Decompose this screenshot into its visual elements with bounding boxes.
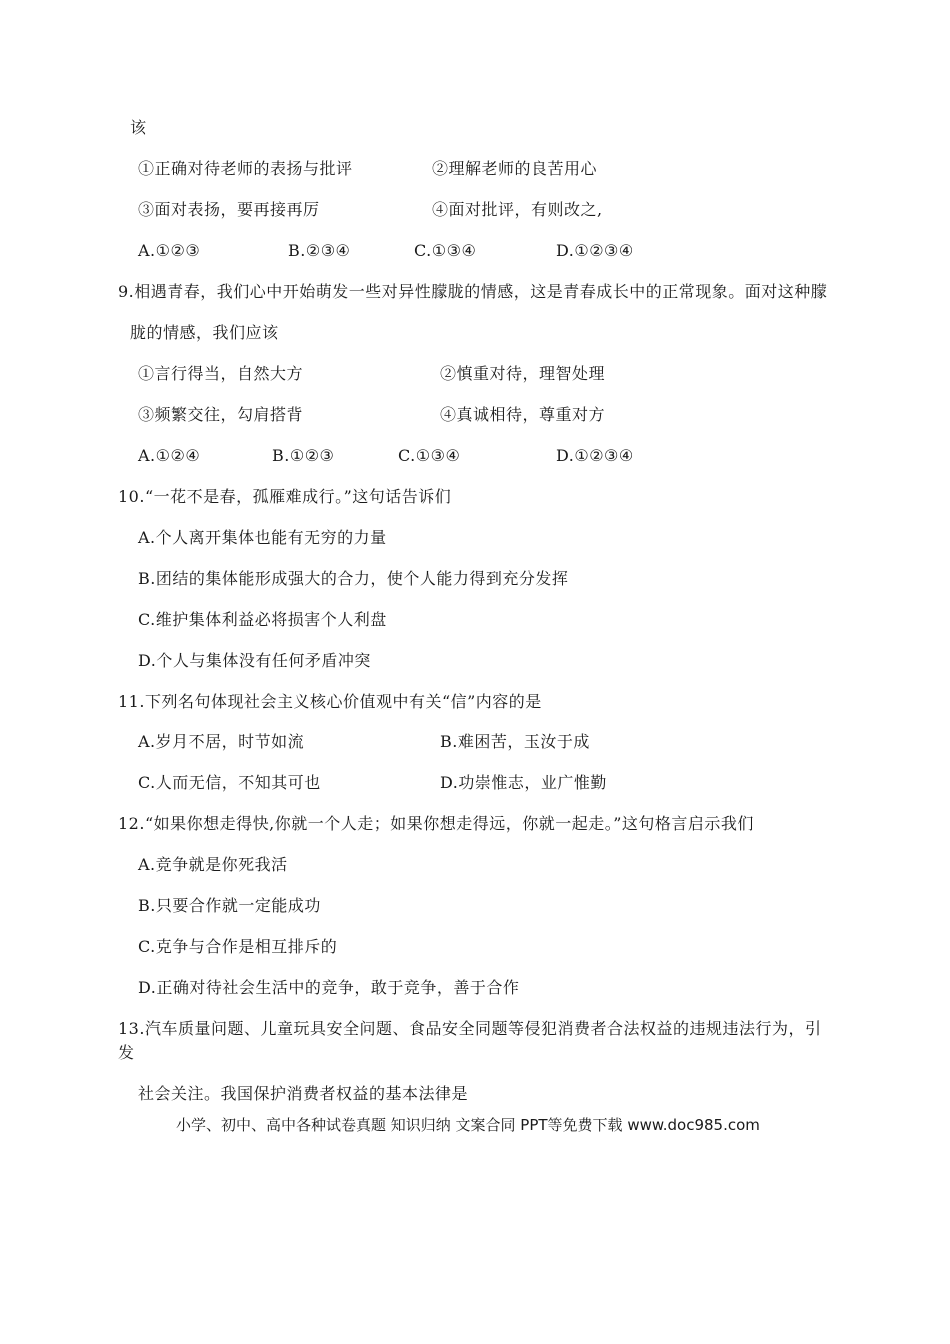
q8-option-2: ②理解老师的良苦用心 xyxy=(432,159,598,178)
q11-choice-c: C.人而无信，不知其可也 xyxy=(138,773,321,792)
q13-stem-line-1: 13.汽车质量问题、儿童玩具安全问题、食品安全同题等侵犯消费者合法权益的违规违法行为，引 xyxy=(118,1019,822,1038)
q9-option-3: ③频繁交往，勾肩搭背 xyxy=(138,405,304,424)
page-footer: 小学、初中、高中各种试卷真题 知识归纳 文案合同 PPT等免费下载 www.doc985.com xyxy=(176,1116,760,1134)
q9-choice-c: C.①③④ xyxy=(398,446,461,465)
q9-stem-line-1: 9.相遇青春，我们心中开始萌发一些对异性朦胧的情感，这是青春成长中的正常现象。面对这种朦 xyxy=(118,282,828,301)
q9-choice-a: A.①②④ xyxy=(138,446,201,465)
q11-choice-d: D.功崇惟志，业广惟勤 xyxy=(440,773,607,792)
q11-choice-a: A.岁月不居，时节如流 xyxy=(138,732,305,751)
q8-option-4: ④面对批评，有则改之, xyxy=(432,200,603,219)
q11-choice-b: B.难困苦，玉汝于成 xyxy=(440,732,590,751)
q8-option-1: ①正确对待老师的表扬与批评 xyxy=(138,159,353,178)
q8-stem-tail: 该 xyxy=(130,118,147,137)
q8-choice-b: B.②③④ xyxy=(288,241,351,260)
q9-option-4: ④真诚相待，尊重对方 xyxy=(440,405,606,424)
q9-stem-line-2: 胧的情感，我们应该 xyxy=(130,323,279,342)
q8-choice-a: A.①②③ xyxy=(138,241,201,260)
q9-option-1: ①言行得当，自然大方 xyxy=(138,364,304,383)
q10-stem: 10.“一花不是春，孤雁难成行。”这句话告诉们 xyxy=(118,487,452,506)
q10-choice-d: D.个人与集体没有任何矛盾冲突 xyxy=(138,651,371,670)
q8-choice-c: C.①③④ xyxy=(414,241,477,260)
q11-stem: 11.下列名句体现社会主义核心价值观中有关“信”内容的是 xyxy=(118,692,542,711)
q12-choice-a: A.竞争就是你死我活 xyxy=(138,855,288,874)
q13-stem-line-2: 发 xyxy=(118,1043,135,1062)
q12-choice-d: D.正确对待社会生活中的竞争，敢于竞争，善于合作 xyxy=(138,978,520,997)
q9-choice-d: D.①②③④ xyxy=(556,446,634,465)
q12-choice-c: C.克争与合作是相互排斥的 xyxy=(138,937,338,956)
q9-option-2: ②慎重对待，理智处理 xyxy=(440,364,606,383)
q12-choice-b: B.只要合作就一定能成功 xyxy=(138,896,321,915)
q8-option-3: ③面对表扬，要再接再厉 xyxy=(138,200,320,219)
q13-stem-line-3: 社会关注。我国保护消费者权益的基本法律是 xyxy=(138,1084,469,1103)
q10-choice-b: B.团结的集体能形成强大的合力，使个人能力得到充分发挥 xyxy=(138,569,569,588)
q12-stem: 12.“如果你想走得快,你就一个人走；如果你想走得远，你就一起走。”这句格言启示我们 xyxy=(118,814,754,833)
q8-choice-d: D.①②③④ xyxy=(556,241,634,260)
q9-choice-b: B.①②③ xyxy=(272,446,335,465)
q10-choice-a: A.个人离开集体也能有无穷的力量 xyxy=(138,528,387,547)
q10-choice-c: C.维护集体利益必将损害个人利盘 xyxy=(138,610,387,629)
